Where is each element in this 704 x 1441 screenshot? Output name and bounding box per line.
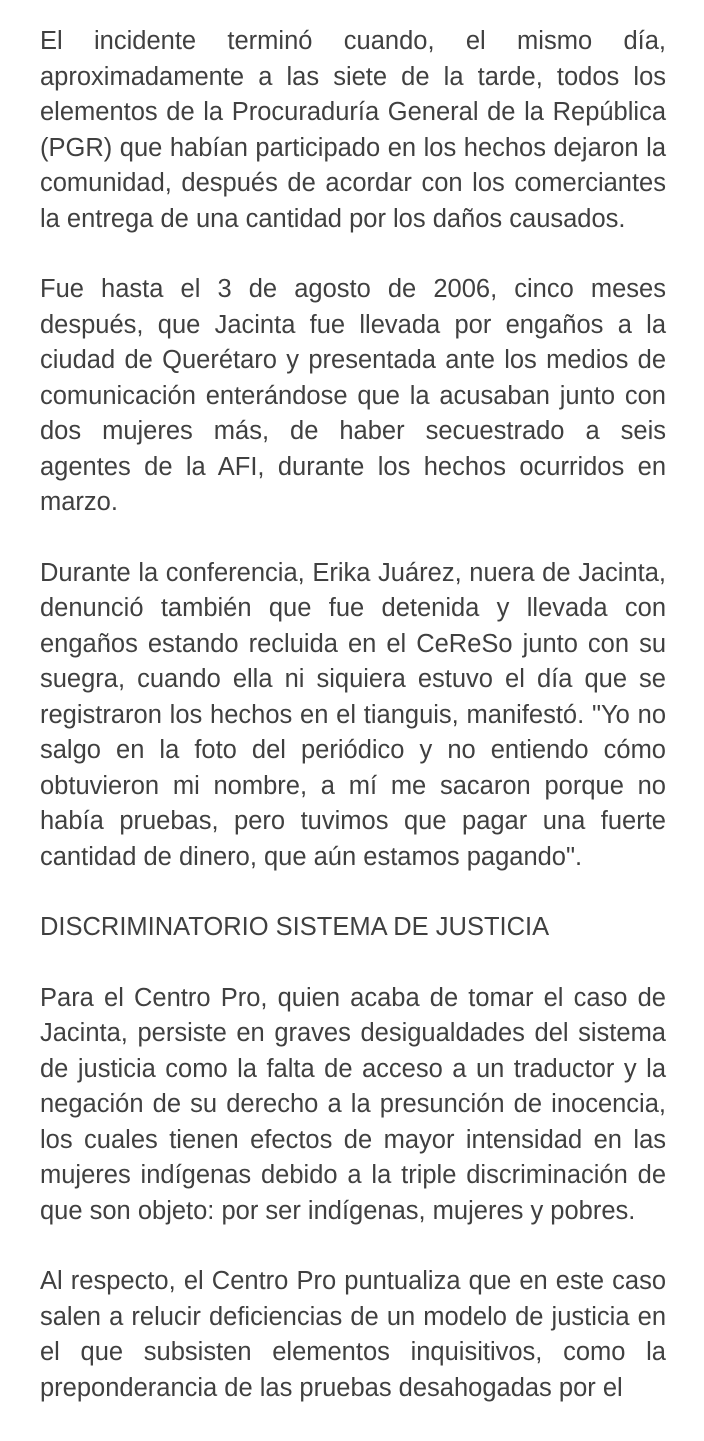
paragraph-jacinta-arrest: Fue hasta el 3 de agosto de 2006, cinco meses después, que Jacinta fue llevada por engaños a la ciudad de Querétaro y presentada ante los medios de comunicación enterándose que la acusaban junto con dos mujeres más, de haber secuestrado a seis agentes de la AFI, durante los hechos ocurridos en marzo. [40, 275, 666, 516]
section-heading: DISCRIMINATORIO SISTEMA DE JUSTICIA [40, 913, 550, 941]
paragraph-incident-end: El incidente terminó cuando, el mismo día, aproximadamente a las siete de la tarde, todos los elementos de la Procuraduría General de la República (PGR) que habían participado en los hechos dejaron la comunidad, después de acordar con los comerciantes la entrega de una cantidad por los daños causados. [40, 27, 666, 233]
article-body [40, 24, 666, 1441]
paragraph-centro-pro-inequality: Para el Centro Pro, quien acaba de tomar el caso de Jacinta, persiste en graves desigualdades del sistema de justicia como la falta de acceso a un traductor y la negación de su derecho a la presunción de inocencia, los cuales tienen efectos de mayor intensidad en las mujeres indígenas debido a la triple discriminación de que son objeto: por ser indígenas, mujeres y pobres. [40, 983, 666, 1225]
paragraph-erika-testimony: Durante la conferencia, Erika Juárez, nuera de Jacinta, denunció también que fue detenida y llevada con engaños estando recluida en el CeReSo junto con su suegra, cuando ella ni siquiera estuvo el día que se registraron los hechos en el tianguis, manifestó. "Yo no salgo en la foto del periódico y no entiendo cómo obtuvieron mi nombre, a mí me sacaron porque no había pruebas, pero tuvimos que pagar una fuerte cantidad de dinero, que aún estamos pagando". [40, 558, 666, 871]
paragraph-centro-pro-deficiencies: Al respecto, el Centro Pro puntualiza que en este caso salen a relucir deficiencias de un modelo de justicia en el que subsisten elementos inquisitivos, como la preponderancia de las pruebas desahogadas por el [40, 1267, 666, 1402]
